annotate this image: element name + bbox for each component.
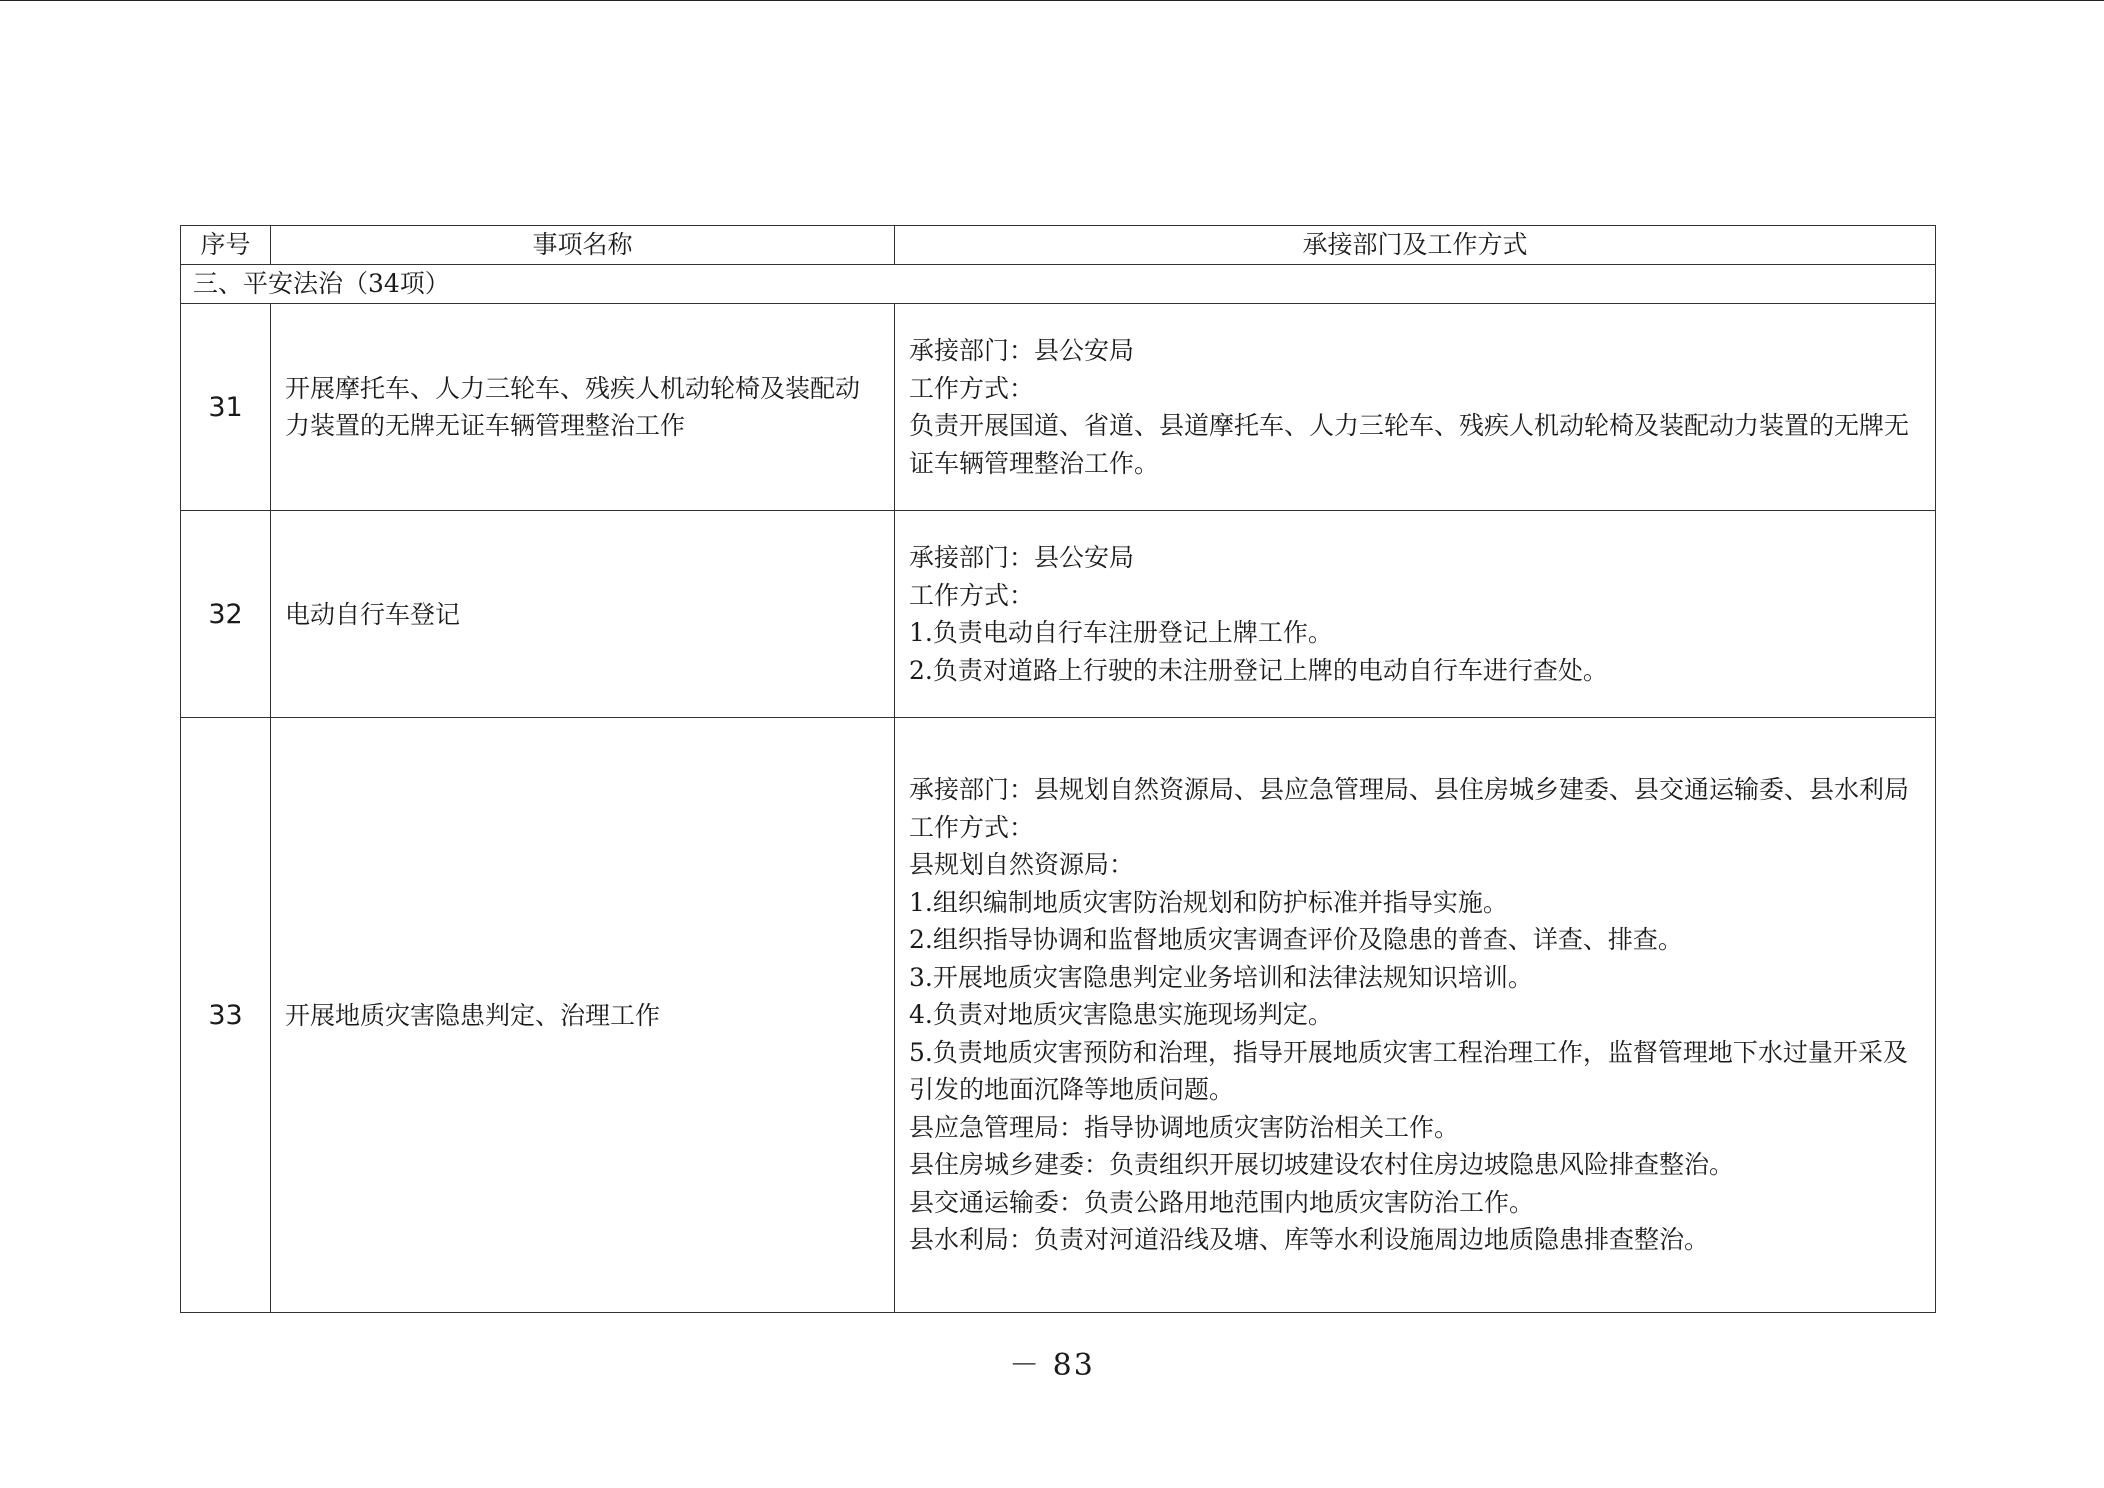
dept-line: 县应急管理局：指导协调地质灾害防治相关工作。 <box>909 1112 1460 1142</box>
dept-line: 2.组织指导协调和监督地质灾害调查评价及隐患的普查、详查、排查。 <box>909 925 1683 955</box>
dept-line: 承接部门：县规划自然资源局、县应急管理局、县住房城乡建委、县交通运输委、县水利局 <box>909 775 1910 805</box>
table-row <box>181 718 1936 1313</box>
dept-line: 负责开展国道、省道、县道摩托车、人力三轮车、残疾人机动轮椅及装配动力装置的无牌无证车辆管理整治工作。 <box>909 411 1910 478</box>
table-row <box>181 304 1936 511</box>
dept-and-method <box>895 304 1936 511</box>
table-header-row <box>181 226 1936 265</box>
section-title: 三、平安法治（34项） <box>181 265 1936 304</box>
dept-line: 4.负责对地质灾害隐患实施现场判定。 <box>909 1000 1333 1030</box>
dept-line: 2.负责对道路上行驶的未注册登记上牌的电动自行车进行查处。 <box>909 655 1608 685</box>
header-dept: 承接部门及工作方式 <box>895 226 1936 265</box>
dept-line: 县住房城乡建委：负责组织开展切坡建设农村住房边坡隐患风险排查整治。 <box>909 1150 1735 1180</box>
dept-line: 工作方式： <box>909 812 1035 842</box>
dept-line: 工作方式： <box>909 580 1035 610</box>
header-no: 序号 <box>181 226 271 265</box>
dept-line: 1.负责电动自行车注册登记上牌工作。 <box>909 618 1333 647</box>
page-top-rule <box>0 0 2104 1</box>
row-number: 33 <box>181 718 271 1313</box>
dept-line: 工作方式： <box>909 373 1035 403</box>
item-name: 开展摩托车、人力三轮车、残疾人机动轮椅及装配动力装置的无牌无证车辆管理整治工作 <box>271 304 895 511</box>
item-name: 电动自行车登记 <box>271 511 895 718</box>
dept-line: 县规划自然资源局： <box>909 850 1135 880</box>
item-name: 开展地质灾害隐患判定、治理工作 <box>271 718 895 1313</box>
dept-and-method <box>895 511 1936 718</box>
row-number: 32 <box>181 511 271 718</box>
dept-and-method <box>895 718 1936 1313</box>
items-table <box>180 225 1936 1313</box>
row-number: 31 <box>181 304 271 511</box>
dept-line: 1.组织编制地质灾害防治规划和防护标准并指导实施。 <box>909 887 1508 917</box>
dept-line: 5.负责地质灾害预防和治理，指导开展地质灾害工程治理工作，监督管理地下水过量开采及引发的地面沉降等地质问题。 <box>909 1037 1908 1105</box>
dept-line: 承接部门：县公安局 <box>909 543 1135 572</box>
table-row <box>181 511 1936 718</box>
page-number: － 83 <box>1009 1348 1095 1383</box>
dept-line: 县交通运输委：负责公路用地范围内地质灾害防治工作。 <box>909 1187 1535 1217</box>
header-name: 事项名称 <box>271 226 895 265</box>
dept-line: 承接部门：县公安局 <box>909 336 1135 365</box>
dept-line: 3.开展地质灾害隐患判定业务培训和法律法规知识培训。 <box>909 962 1533 992</box>
dept-line: 县水利局：负责对河道沿线及塘、库等水利设施周边地质隐患排查整治。 <box>909 1225 1710 1255</box>
section-row <box>181 265 1936 304</box>
